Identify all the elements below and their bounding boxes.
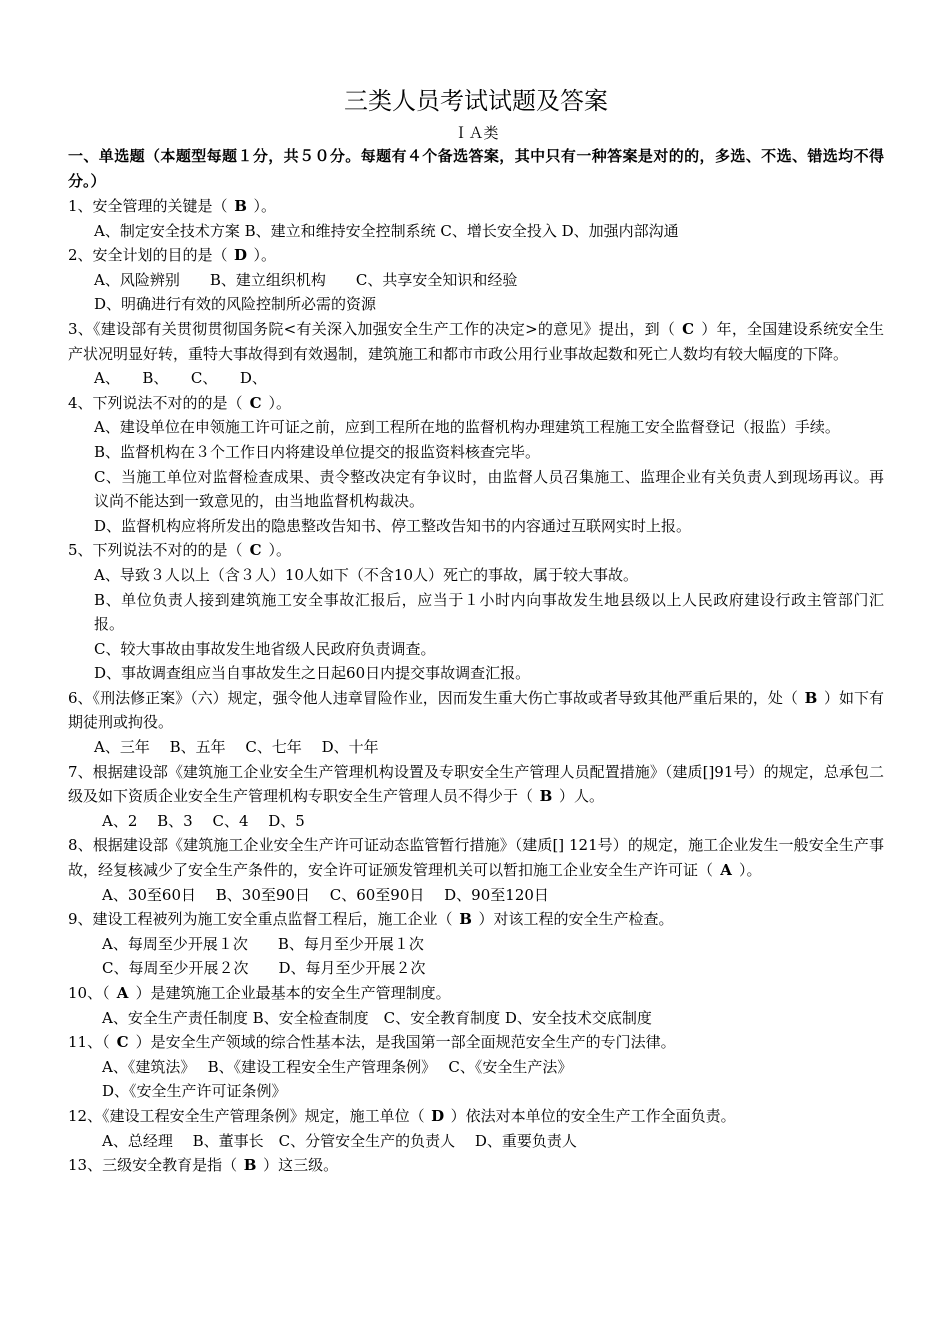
answer-mark: B	[539, 787, 553, 806]
option-line: A、制定安全技术方案 B、建立和维持安全控制系统 C、增长安全投入 D、加强内部沟通	[94, 221, 679, 240]
option-line: A、 B、 C、 D、	[94, 369, 267, 388]
answer-mark: A	[720, 861, 732, 880]
option-line: C、每周至少开展２次 D、每月至少开展２次	[102, 959, 426, 978]
answer-mark: C	[116, 1033, 129, 1052]
question-text-tail: ）如下有期徒刑或拘役。	[68, 688, 884, 732]
option-line: C、较大事故由事故发生地省级人民政府负责调查。	[94, 639, 436, 658]
question-text: 10、（	[68, 984, 110, 1002]
question-7	[68, 760, 884, 809]
question-text-tail: ）是建筑施工企业最基本的安全生产管理制度。	[135, 984, 451, 1002]
question-text-tail: ）。	[253, 197, 277, 215]
question-2	[68, 243, 884, 268]
option-line: A、建设单位在申领施工许可证之前，应到工程所在地的监督机构办理建筑工程施工安全监督登记（报监）手续。	[94, 418, 840, 437]
answer-mark: C	[249, 541, 262, 560]
question-8	[68, 833, 884, 882]
answer-mark: D	[234, 246, 248, 265]
question-text: 11、（	[68, 1033, 110, 1052]
question-text-tail: ）人。	[559, 787, 605, 806]
answer-mark: B	[804, 688, 818, 707]
question-text-tail: ）年，全国建设系统安全生产状况明显好转，重特大事故得到有效遏制，建筑施工和都市市政公用行业事故起数和死亡人数均有较大幅度的下降。	[68, 319, 884, 363]
option-line: D、事故调查组应当自事故发生之日起60日内提交事故调查汇报。	[94, 664, 531, 683]
question-text: 9、建设工程被列为施工安全重点监督工程后，施工企业（	[68, 910, 453, 929]
question-text-tail: ）。	[268, 393, 292, 412]
option-line: A、三年 B、五年 C、七年 D、十年	[94, 738, 379, 757]
document-subtitle: ＩＡ类	[453, 124, 499, 142]
option-line: C、当施工单位对监督检查成果、责令整改决定有争议时，由监督人员召集施工、监理企业有关负责人到现场再议。再议尚不能达到一致意见的，由当地监督机构裁决。	[94, 467, 884, 511]
question-12	[68, 1104, 884, 1129]
question-10	[68, 981, 884, 1006]
option-line: A、导致３人以上（含３人）10人如下（不含10人）死亡的事故，属于较大事故。	[94, 565, 639, 584]
question-text-tail: ）。	[268, 541, 292, 560]
question-11	[68, 1030, 884, 1055]
option-line: B、单位负责人接到建筑施工安全事故汇报后，应当于１小时内向事故发生地县级以上人民政府建设行政主管部门汇报。	[94, 590, 884, 634]
question-text-tail: ）是安全生产领域的综合性基本法，是我国第一部全面规范安全生产的专门法律。	[135, 1033, 676, 1052]
question-1	[68, 194, 884, 219]
question-text-tail: ）对该工程的安全生产检查。	[478, 910, 674, 929]
question-9	[68, 907, 884, 932]
answer-mark: B	[234, 197, 247, 215]
question-text: 3、《建设部有关贯彻贯彻国务院<有关深入加强安全生产工作的决定>的意见》提出，到（	[68, 319, 676, 338]
option-line: A、每周至少开展１次 B、每月至少开展１次	[102, 934, 424, 953]
answer-mark: C	[249, 393, 262, 412]
option-line: D、明确进行有效的风险控制所必需的资源	[94, 295, 377, 314]
option-line: B、监督机构在３个工作日内将建设单位提交的报监资料核查完毕。	[94, 442, 541, 461]
option-line: A、风险辨别 B、建立组织机构 C、共享安全知识和经验	[94, 270, 518, 289]
answer-mark: A	[116, 984, 129, 1002]
question-text: 2、安全计划的目的是（	[68, 246, 228, 265]
option-line: A、2 B、3 C、4 D、5	[102, 811, 305, 830]
question-text: 13、三级安全教育是指（	[68, 1156, 238, 1175]
section-heading: 一、单选题（本题型每题１分，共５０分。每题有４个备选答案，其中只有一种答案是对的的，多选、不选、错选均不得分。）	[68, 147, 884, 190]
question-5	[68, 538, 884, 563]
question-text-tail: ）。	[253, 246, 277, 265]
question-text: 8、根据建设部《建筑施工企业安全生产许可证动态监管暂行措施》（建质[] 121号）的规定，施工企业发生一般安全生产事故，经复核减少了安全生产条件的，安全许可证颁发管理机关可以暂扣施工企业安全生产许可证（	[68, 836, 884, 880]
question-13	[68, 1153, 884, 1178]
question-4	[68, 391, 884, 416]
question-text: 4、下列说法不对的的是（	[68, 393, 243, 412]
question-text: 12、《建设工程安全生产管理条例》规定，施工单位（	[68, 1106, 425, 1125]
answer-mark: C	[682, 319, 695, 338]
option-line: D、监督机构应将所发出的隐患整改告知书、停工整改告知书的内容通过互联网实时上报。	[94, 516, 692, 535]
answer-mark: D	[431, 1106, 445, 1125]
option-line: A、安全生产责任制度 B、安全检查制度 C、安全教育制度 D、安全技术交底制度	[102, 1008, 652, 1027]
document-title: 三类人员考试试题及答案	[344, 87, 608, 115]
question-text-tail: ）这三级。	[263, 1156, 339, 1175]
option-line: A、总经理 B、董事长 C、分管安全生产的负责人 D、重要负责人	[102, 1131, 577, 1150]
answer-mark: B	[243, 1156, 257, 1175]
question-text-tail: ）依法对本单位的安全生产工作全面负责。	[450, 1106, 736, 1125]
question-text: 6、《刑法修正案》（六）规定，强令他人违章冒险作业，因而发生重大伤亡事故或者导致其他严重后果的，处（	[68, 688, 798, 707]
option-line: D、《安全生产许可证条例》	[102, 1082, 287, 1101]
question-list	[68, 194, 884, 1178]
question-text: 1、安全管理的关键是（	[68, 197, 228, 215]
question-text-tail: ）。	[739, 861, 762, 880]
option-line: A、30至60日 B、30至90日 C、60至90日 D、90至120日	[102, 885, 549, 904]
question-text: 5、下列说法不对的的是（	[68, 541, 243, 560]
question-text: 7、根据建设部《建筑施工企业安全生产管理机构设置及专职安全生产管理人员配置措施》（建质[]91号）的规定，总承包二级及如下资质企业安全生产管理机构专职安全生产管理人员不得少于（	[68, 762, 884, 806]
question-3	[68, 317, 884, 366]
question-6	[68, 686, 884, 735]
option-line: A、《建筑法》 B、《建设工程安全生产管理条例》 C、《安全生产法》	[102, 1057, 573, 1076]
answer-mark: B	[459, 910, 472, 929]
